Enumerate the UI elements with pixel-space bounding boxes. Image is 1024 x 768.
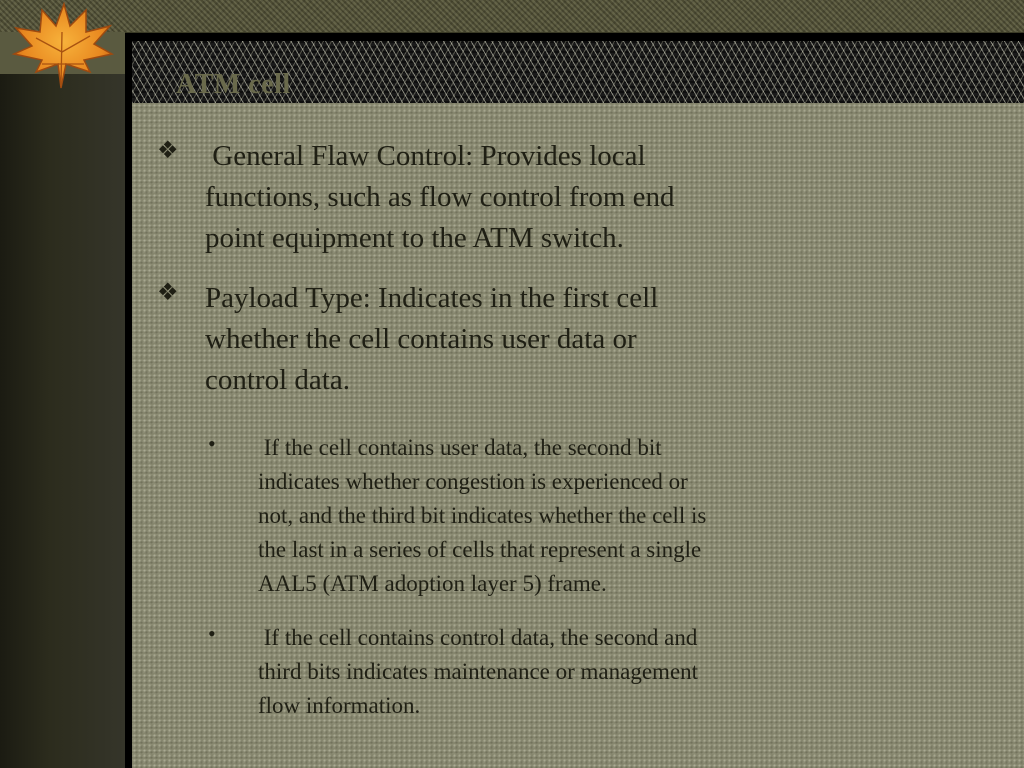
title-bar [132,41,1024,103]
slide-card [125,33,1024,768]
left-sidebar-band [0,32,125,768]
sub-bullet-text: If the cell contains control data, the second and third bits indicates maintenance or management flow information. [258,625,699,718]
diamond-bullet-icon: ❖ [157,138,179,164]
diamond-bullet-icon: ❖ [157,280,179,306]
bullet-text: Payload Type: Indicates in the first cell whether the cell contains user data or control data. [205,282,659,396]
autumn-leaf-icon [6,2,116,92]
dot-bullet-icon: • [208,431,216,456]
bullet-text: General Flaw Control: Provides local functions, such as flow control from end point equipment to the ATM switch. [205,140,675,254]
sub-bullet-text: If the cell contains user data, the second bit indicates whether congestion is experienced or not, and the third bit indicates whether the cell is the last in a series of cells that represent a single AAL5 (ATM adoption layer 5) frame. [258,435,707,596]
dot-bullet-icon: • [208,621,216,646]
top-texture-band [0,0,1024,32]
slide-content [132,103,1024,768]
slide-title: ATM cell [176,69,291,100]
